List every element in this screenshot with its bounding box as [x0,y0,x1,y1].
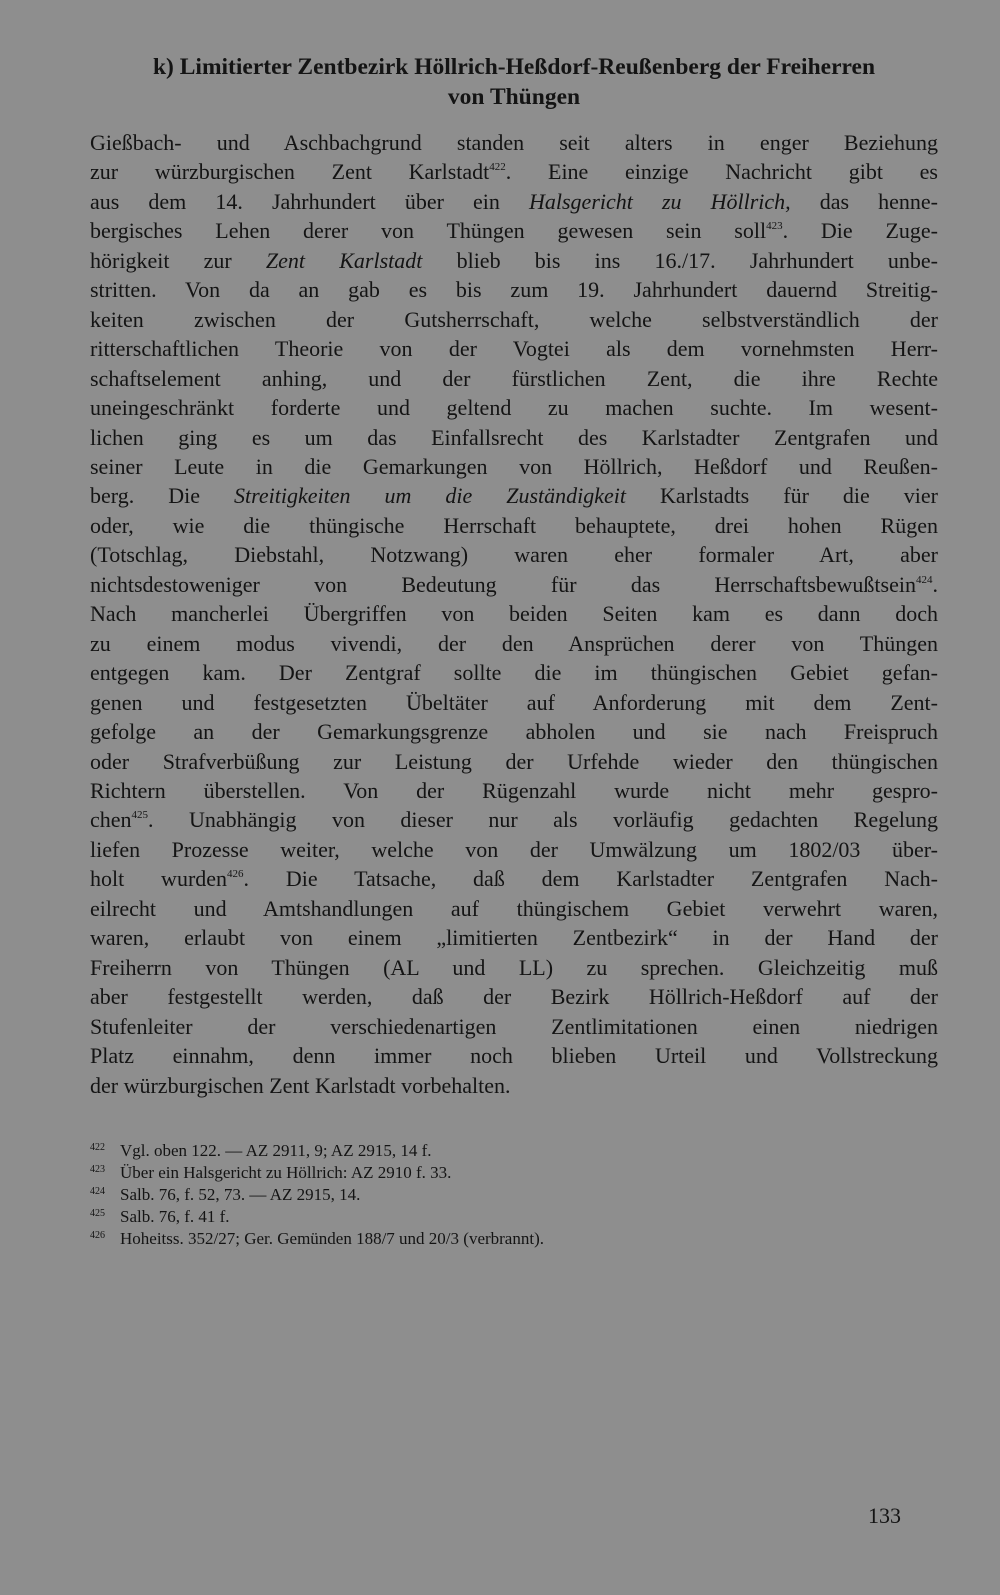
text-line: Gießbach- und Aschbachgrund standen seit alters in enger Beziehung [90,130,938,155]
text-line: uneingeschränkt forderte und geltend zu machen suchte. Im wesent- [90,395,938,421]
footnote: 422 Vgl. oben 122. — AZ 2911, 9; AZ 2915, 14 f. [90,1141,432,1160]
text-line: schaftselement anhing, und der fürstlichen Zent, die ihre Rechte [90,365,938,391]
footnote-text: Über ein Halsgericht zu Höllrich: AZ 2910 f. 33. [120,1163,452,1182]
text-line: stritten. Von da an gab es bis zum 19. Jahrhundert dauernd Streitig- [90,277,938,303]
text-line: liefen Prozesse weiter, welche von der Umwälzung um 1802/03 über- [90,836,938,862]
footnote-ref: 422 [489,161,506,174]
text-line: genen und festgesetzten Übeltäter auf Anforderung mit dem Zent- [90,689,938,715]
text-line: gefolge an der Gemarkungsgrenze abholen und sie nach Freispruch [90,719,938,745]
footnote-ref: 423 [766,220,783,233]
text-line: zur würzburgischen Zent Karlstadt$^{422}$. Eine einzige Nachricht gibt es [90,159,938,185]
section-heading-line-1: k) Limitierter Zentbezirk Höllrich-Heßdorf-Reußenberg der Freiherren [152,54,876,80]
text-line: oder Strafverbüßung zur Leistung der Urfehde wieder den thüngischen [90,748,938,774]
footnote-text: Vgl. oben 122. — AZ 2911, 9; AZ 2915, 14 f. [120,1141,432,1160]
footnote-text: Salb. 76, f. 41 f. [120,1207,230,1226]
footnote: 425 Salb. 76, f. 41 f. [90,1207,230,1226]
text-line: zu einem modus vivendi, der den Ansprüchen derer von Thüngen [90,630,938,656]
text-line: chen$^{425}$. Unabhängig von dieser nur als vorläufig gedachten Regelung [90,807,938,833]
text-line: eilrecht und Amtshandlungen auf thüngischem Gebiet verwehrt waren, [90,895,938,921]
footnote-ref: 426 [227,868,244,881]
text-line: hörigkeit zur Zent Karlstadt blieb bis ins 16./17. Jahrhundert unbe- [90,247,938,273]
text-line: Nach mancherlei Übergriffen von beiden Seiten kam es dann doch [90,601,938,627]
text-line: Richtern überstellen. Von der Rügenzahl wurde nicht mehr gespro- [90,777,938,803]
text-line: oder, wie die thüngische Herrschaft behauptete, drei hohen Rügen [90,512,938,538]
text-line: ritterschaftlichen Theorie von der Vogtei als dem vornehmsten Herr- [90,336,938,362]
text-line: entgegen kam. Der Zentgraf sollte die im thüngischen Gebiet gefan- [90,660,938,686]
text-line: Freiherrn von Thüngen (AL und LL) zu sprechen. Gleichzeitig muß [90,954,938,980]
footnote-ref: 424 [916,573,933,586]
page-number: 133 [868,1503,901,1528]
body-paragraph [90,128,938,1100]
footnote: 423 Über ein Halsgericht zu Höllrich: AZ 2910 f. 33. [90,1163,452,1182]
footnote-text: Hoheitss. 352/27; Ger. Gemünden 188/7 und 20/3 (verbrannt). [120,1229,544,1248]
text-line: holt wurden$^{426}$. Die Tatsache, daß dem Karlstadter Zentgrafen Nach- [90,866,939,892]
emphasis: Halsgericht zu Höllrich, [529,188,791,214]
text-line: aber festgestellt werden, daß der Bezirk Höllrich-Heßdorf auf der [90,984,938,1010]
footnote: 426 Hoheitss. 352/27; Ger. Gemünden 188/7 und 20/3 (verbrannt). [90,1229,544,1248]
text-line: lichen ging es um das Einfallsrecht des Karlstadter Zentgrafen und [90,424,938,450]
text-line: berg. Die Streitigkeiten um die Zuständigkeit Karlstadts für die vier [90,483,938,509]
text-line: Stufenleiter der verschiedenartigen Zentlimitationen einen niedrigen [90,1013,938,1039]
emphasis: Zent Karlstadt [265,247,423,273]
text-line: seiner Leute in die Gemarkungen von Höllrich, Heßdorf und Reußen- [90,453,938,479]
text-line: waren, erlaubt von einem „limitierten Zentbezirk“ in der Hand der [90,925,938,951]
text-line: nichtsdestoweniger von Bedeutung für das Herrschaftsbewußtsein$^{424}$. [90,571,938,597]
section-heading [90,52,938,112]
text-line: aus dem 14. Jahrhundert über ein Halsgericht zu Höllrich, das henne- [90,188,938,214]
footnote: 424 Salb. 76, f. 52, 73. — AZ 2915, 14. [90,1185,361,1204]
text-line: Platz einnahm, denn immer noch blieben Urteil und Vollstreckung [90,1043,938,1069]
footnotes [90,1140,938,1250]
text-line: (Totschlag, Diebstahl, Notzwang) waren eher formaler Art, aber [90,542,938,568]
text-line: keiten zwischen der Gutsherrschaft, welche selbstverständlich der [90,306,938,332]
footnote-text: Salb. 76, f. 52, 73. — AZ 2915, 14. [120,1185,361,1204]
footnote-ref: 425 [131,809,149,822]
text-line: bergisches Lehen derer von Thüngen gewesen sein soll$^{423}$. Die Zuge- [90,218,938,244]
emphasis: Streitigkeiten um die Zuständigkeit [233,483,627,509]
section-heading-line-2: von Thüngen [447,84,581,110]
text-line: der würzburgischen Zent Karlstadt vorbehalten. [90,1072,511,1098]
